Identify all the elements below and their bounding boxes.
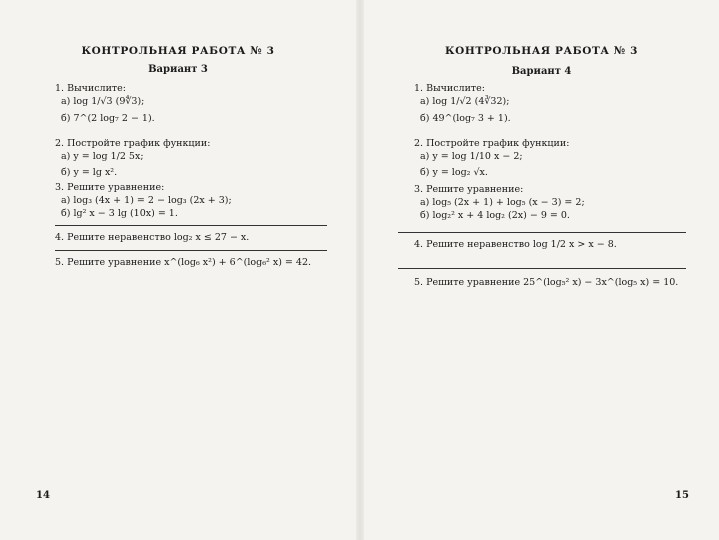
right-divider-2 <box>398 268 686 269</box>
task-3-part-b: б) log₂² x + 4 log₂ (2x) − 9 = 0. <box>420 210 570 221</box>
left-divider-2 <box>55 250 327 251</box>
right-page <box>364 0 719 540</box>
task-2-head: 2. Постройте график функции: <box>55 138 211 149</box>
task-1-part-b: б) 7^(2 log₇ 2 − 1). <box>61 113 155 124</box>
left-task-2 <box>55 137 335 179</box>
task-3-head: 3. Решите уравнение: <box>55 182 165 193</box>
left-task-5: 5. Решите уравнение x^(log₆ x²) + 6^(log₆² x) = 42. <box>55 257 312 268</box>
task-3-part-a: а) log₃ (4x + 1) = 2 − log₃ (2x + 3); <box>61 195 232 206</box>
task-3-head: 3. Решите уравнение: <box>414 184 524 195</box>
right-task-3 <box>414 183 704 222</box>
task-3-part-a: а) log₅ (2x + 1) + log₅ (x − 3) = 2; <box>420 197 585 208</box>
right-variant-label: Вариант 4 <box>511 66 572 77</box>
task-2-part-a: а) y = log 1/10 x − 2; <box>420 151 523 162</box>
task-2-head: 2. Постройте график функции: <box>414 138 570 149</box>
left-page-title: КОНТРОЛЬНАЯ РАБОТА № 3 <box>81 45 275 57</box>
left-page-number: 14 <box>36 490 50 501</box>
task-1-head: 1. Вычислите: <box>414 83 486 94</box>
task-2-part-b: б) y = lg x². <box>61 167 118 178</box>
right-divider-1 <box>398 232 686 233</box>
left-task-4: 4. Решите неравенство log₂ x ≤ 27 − x. <box>55 232 250 243</box>
task-1-head: 1. Вычислите: <box>55 83 127 94</box>
right-page-number: 15 <box>675 490 689 501</box>
right-task-1 <box>414 82 694 125</box>
left-divider-1 <box>55 225 327 226</box>
task-1-part-a: а) log 1/√3 (9∜3); <box>61 96 145 107</box>
right-task-5: 5. Решите уравнение 25^(log₅² x) − 3x^(log₅ x) = 10. <box>414 277 679 288</box>
task-2-part-b: б) y = log₂ √x. <box>420 167 488 178</box>
left-page <box>0 0 356 540</box>
left-task-3 <box>55 181 345 220</box>
right-page-title: КОНТРОЛЬНАЯ РАБОТА № 3 <box>445 45 638 57</box>
task-1-part-a: а) log 1/√2 (4∛32); <box>420 96 510 107</box>
book-gutter <box>356 0 364 540</box>
left-variant-label: Вариант 3 <box>148 64 208 75</box>
left-task-1 <box>55 82 335 125</box>
task-3-part-b: б) lg² x − 3 lg (10x) = 1. <box>61 208 178 219</box>
task-2-part-a: а) y = log 1/2 5x; <box>61 151 144 162</box>
task-1-part-b: б) 49^(log₇ 3 + 1). <box>420 113 511 124</box>
right-task-4: 4. Решите неравенство log 1/2 x > x − 8. <box>414 239 617 250</box>
right-task-2 <box>414 137 694 179</box>
